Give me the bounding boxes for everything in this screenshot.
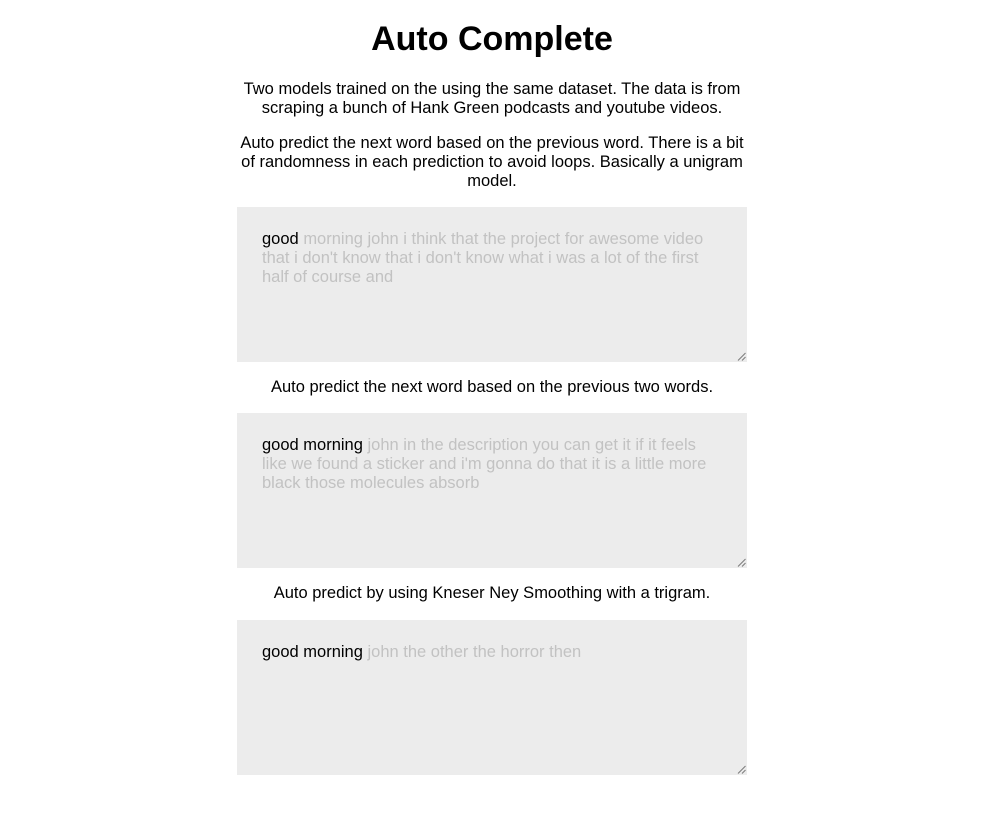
resize-grip-icon[interactable] [737, 765, 746, 774]
unigram-predicted-text: morning john i think that the project for awesome video that i don't know that i don't know what i was a lot of the first half of course and [262, 230, 704, 286]
kneser-ney-typed-text: good morning [262, 643, 363, 661]
unigram-description: Auto predict the next word based on the previous word. There is a bit of randomness in each prediction to avoid loops. Basically a unigram model. [240, 134, 744, 190]
bigram-textarea[interactable] [237, 413, 747, 568]
kneser-ney-description: Auto predict by using Kneser Ney Smoothing with a trigram. [273, 584, 711, 602]
bigram-typed-text: good morning [262, 436, 363, 454]
unigram-typed-text: good [262, 230, 299, 248]
unigram-textarea[interactable] [237, 207, 747, 362]
dataset-description: Two models trained on the using the same dataset. The data is from scraping a bunch of Hank Green podcasts and youtube videos. [243, 80, 741, 117]
bigram-predicted-text: john in the description you can get it if it feels like we found a sticker and i'm gonna do that it is a little more black those molecules absorb [262, 436, 707, 492]
resize-grip-icon[interactable] [737, 352, 746, 361]
page-title: Auto Complete [371, 20, 613, 58]
bigram-description: Auto predict the next word based on the previous two words. [270, 378, 714, 396]
kneser-ney-textarea[interactable] [237, 620, 747, 775]
resize-grip-icon[interactable] [737, 558, 746, 567]
kneser-ney-predicted-text: john the other the horror then [367, 643, 582, 661]
